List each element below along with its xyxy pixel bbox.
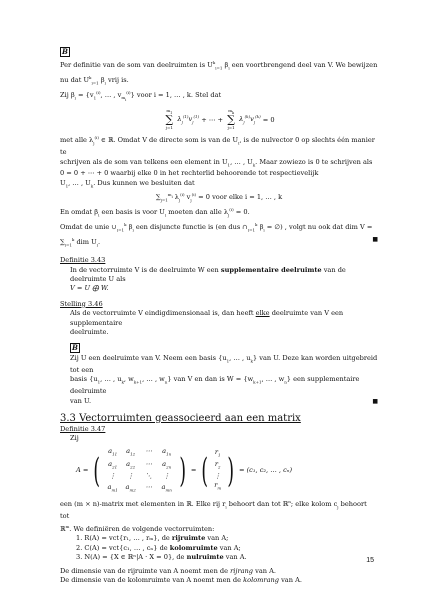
text-line: $U_1$, … , $U_k$. Dus kunnen we besluiten dat [60, 178, 195, 189]
matrix-cell: ⋯ [145, 482, 152, 491]
text-line: Omdat de unie $\cup_{i=1}^k$ $\beta_i$ een disjuncte functie is (en dus $\cap_{i=1}^k$ $\beta_i$ = ∅) , volgt nu ook dat dim V = [60, 222, 373, 233]
matrix-cell: $a_{m2}$ [125, 482, 136, 492]
text-line: Zij $\beta_i = \{v_1^{(i)}$, … , $v_{m_i}^{(i)}$} voor i = 1, … , k. Stel dat [60, 89, 222, 103]
matrix-cell: $a_{22}$ [126, 459, 136, 469]
theorem-3-46 [60, 300, 378, 338]
qed-mark: ■ [372, 397, 378, 405]
definition-label: Definitie 3.47 [60, 425, 106, 433]
definition-3-47 [60, 425, 378, 585]
matrix-cell: ⋯ [145, 459, 152, 468]
text-line: De dimensie van de rijruimte van A noemt men de rijrang van A. [60, 566, 276, 575]
proof-marker: B [70, 343, 80, 353]
text-line: Zij [70, 434, 79, 443]
matrix-cell: $a_{11}$ [108, 446, 118, 457]
row-vector-cell: $r_1$ [214, 448, 221, 458]
text-line: En omdat $\beta_i$ een basis is voor $U_i$ moeten dan alle $\lambda_j^{(i)} = 0$. [60, 207, 250, 218]
qed-mark: ■ [372, 236, 378, 244]
row-vector: ( $r_1$ $r_2$ ⋮ $r_m$ ) [198, 448, 237, 493]
row-vector-cell: $r_2$ [214, 460, 221, 470]
row-vector-cell: $r_m$ [214, 481, 222, 491]
page-number: 15 [366, 557, 374, 564]
proof-block-2 [60, 343, 378, 406]
matrix-cell: ⋱ [145, 472, 152, 481]
matrix-cell: $a_{1n}$ [162, 446, 172, 457]
text-line: $\sum_{j=1}^{m_i}$ $\lambda_j^{(i)}$ $v_j^{(i)} = 0$ voor elke i = 1, … , k [155, 192, 283, 203]
text-line: deelruimte. [70, 327, 109, 336]
page-content [60, 47, 378, 585]
proof-marker: B [60, 47, 70, 57]
text-line: ℝ$^m$. We definiëren de volgende vectorruimten: [60, 523, 215, 533]
text-line: een (m × n)-matrix met elementen in ℝ. Elke rij $r_i$ behoort dan tot ℝ$^n$; elke kolom $c_j$ behoort tot [60, 499, 367, 521]
text-line: met alle $\lambda_j^{(i)}$ ∈ ℝ. Omdat V de directe som is van de $U_i$, is de nulvector 0 op slechts één manier te [60, 135, 375, 157]
text-line: van U. ■ [70, 396, 378, 405]
text-line: nu dat $U^k_{i=1}$ $\beta_i$ vrij is. [60, 74, 129, 86]
definition-list [60, 534, 378, 562]
row-vector-cell: ⋮ [214, 471, 222, 480]
text-line: In de vectorruimte V is de deelruimte W een supplementaire deelruimte van de deelruimte U als [70, 265, 346, 283]
matrix-cell: ⋮ [109, 472, 116, 481]
matrix-cell: ⋯ [145, 446, 152, 455]
theorem-label: Stelling 3.46 [60, 299, 103, 308]
list-item: 2. C(A) = vct{c₁, … , cₙ} de kolomruimte van A; [76, 543, 241, 552]
matrix-cell: $a_{12}$ [126, 446, 136, 457]
list-item: 1. R(A) = vct{r₁, … , rₘ}, de rijruimte van A; [76, 534, 229, 543]
matrix-cell: ⋮ [127, 472, 134, 481]
text-line: Als de vectorruimte V eindigdimensionaal is, dan heeft elke deelruimte van V een supplementaire [70, 309, 344, 327]
matrix-cell: $a_{m1}$ [107, 482, 118, 492]
text-line: De dimensie van de kolomruimte van A noemt men de kolomrang van A. [60, 575, 302, 584]
text-line: $\sum_{i=1}^k$ dim $U_i$. ■ [60, 236, 378, 248]
text-line: Per definitie van de som van deelruimten is $U^k_{i=1}$ $\beta_i$ een voortbrengend deel van V. We bewijzen [60, 60, 378, 71]
sum-equation: $m_1$ ∑ j=1 $\lambda_j^{(1)}v_j^{(1)}$ + ⋯ + $m_k$ ∑ j=1 $\lambda_j^{(k)}v_j^{(k)} = 0$ [165, 107, 275, 131]
text-line: Zij U een deelruimte van V. Neem een basis {$u_1$, … , $u_k$} van U. Deze kan worden uitgebreid tot een [70, 354, 378, 375]
matrix-a: ( $a_{11}$ $a_{12}$ ⋯ $a_{1n}$ $a_{21}$ $a_{22}$ ⋯ $a_{2n}$ ⋮ ⋮ ⋱ ⋮ $a_{m1}$ $a_{m2}$ ⋯ $a_{mn}$ ) [90, 447, 189, 495]
list-item: 3. N(A) = {X ∈ ℝⁿ|A · X = 0}, de nulruimte van A. [76, 553, 247, 562]
definition-3-43 [60, 256, 378, 294]
text-line: basis {$u_1$, … , $u_k$, $w_{k+1}$, … , $w_n$} van V en dan is $W = \{w_{k+1}$, … , $w_n$} een supplementaire deelruimte [70, 375, 360, 396]
matrix-cell: ⋮ [163, 472, 170, 481]
matrix-equation: A = ( $a_{11}$ $a_{12}$ ⋯ $a_{1n}$ $a_{21}$ $a_{22}$ ⋯ $a_{2n}$ ⋮ ⋮ ⋱ ⋮ $a_{m1}$ $a_{m2}$ ⋯ $a_{mn}$ ) = ( $r_1$ $r_2$ ⋮ $r_m$ ) = (c₁, c₂, … , cₙ) [76, 447, 378, 495]
matrix-cell: $a_{mn}$ [161, 482, 172, 492]
matrix-cell: $a_{2n}$ [162, 459, 172, 469]
text-line: 0 = 0 + ⋯ + 0 waarbij elke 0 in het rechterlid behoorende tot respectievelijk [60, 169, 319, 178]
matrix-cell: $a_{21}$ [108, 459, 118, 469]
proof-block-1 [60, 47, 378, 250]
text-line: V = U ⨁ W. [70, 284, 109, 293]
section-heading: 3.3 Vectorruimten geassocieerd aan een matrix [60, 413, 301, 424]
text-line: schrijven als de som van telkens een element in $U_1$, … , $U_k$. Maar zowiezo is 0 te schrijven als [60, 157, 373, 167]
definition-label: Definitie 3.43 [60, 256, 106, 265]
